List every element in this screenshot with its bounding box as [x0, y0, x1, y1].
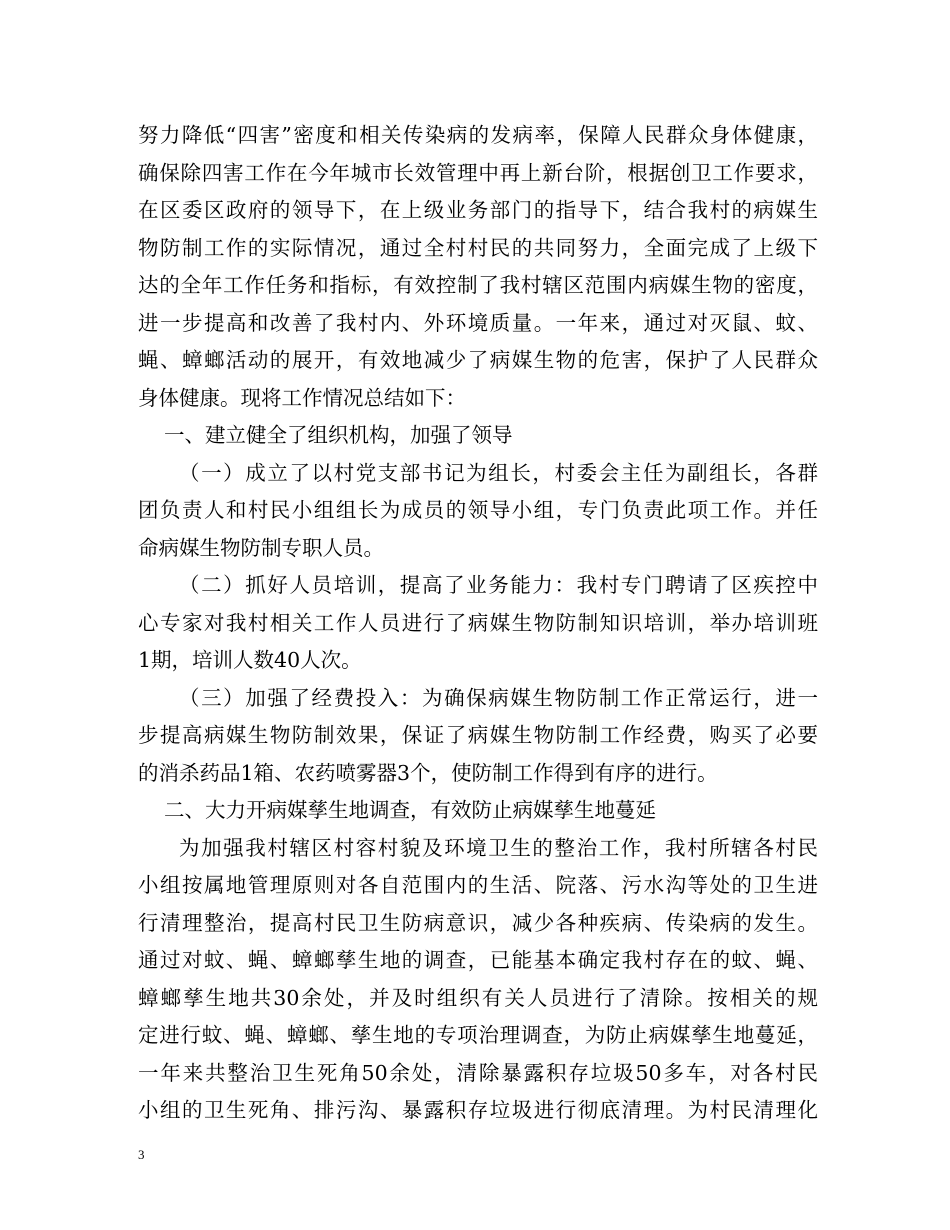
body-line: 身体健康。现将工作情况总结如下：	[138, 385, 466, 410]
body-line: 行清理整治，提高村民卫生防病意识，减少各种疾病、传染病的发生。	[138, 910, 818, 935]
body-line: 进一步提高和改善了我村内、外环境质量。一年来，通过对灭鼠、蚊、	[138, 310, 818, 335]
body-line: 确保除四害工作在今年城市长效管理中再上新台阶，根据创卫工作要求，	[138, 160, 818, 185]
body-line: 小组按属地管理原则对各自范围内的生活、院落、污水沟等处的卫生进	[138, 873, 818, 897]
body-line: 物防制工作的实际情况，通过全村村民的共同努力，全面完成了上级下	[138, 235, 818, 260]
section-heading: 二、大力开病媒孳生地调查，有效防止病媒孳生地蔓延	[164, 798, 656, 822]
document-body	[138, 117, 818, 1130]
body-line: 一年来共整治卫生死角50余处，清除暴露积存垃圾50多车，对各村民	[138, 1060, 818, 1085]
body-line: 团负责人和村民小组组长为成员的领导小组，专门负责此项工作。并任	[138, 498, 818, 522]
body-line: 1期，培训人数40人次。	[138, 648, 362, 672]
body-line: 命病媒生物防制专职人员。	[138, 535, 384, 560]
body-line: （一）成立了以村党支部书记为组长，村委会主任为副组长，各群	[179, 460, 818, 485]
body-line: 蝇、蟑螂活动的展开，有效地减少了病媒生物的危害，保护了人民群众	[138, 348, 818, 372]
section-heading: 一、建立健全了组织机构，加强了领导	[164, 423, 513, 447]
body-line: （二）抓好人员培训，提高了业务能力：我村专门聘请了区疾控中	[179, 573, 818, 597]
body-line: 努力降低“四害”密度和相关传染病的发病率，保障人民群众身体健康，	[138, 123, 818, 147]
body-line: 定进行蚊、蝇、蟑螂、孳生地的专项治理调查，为防止病媒孳生地蔓延，	[138, 1023, 818, 1047]
body-line: 心专家对我村相关工作人员进行了病媒生物防制知识培训，举办培训班	[138, 610, 818, 635]
body-line: 在区委区政府的领导下，在上级业务部门的指导下，结合我村的病媒生	[138, 198, 818, 222]
body-line: 为加强我村辖区村容村貌及环境卫生的整治工作，我村所辖各村民	[179, 835, 818, 860]
body-line: （三）加强了经费投入：为确保病媒生物防制工作正常运行，进一	[179, 685, 818, 710]
body-line: 的消杀药品1箱、农药喷雾器3个，使防制工作得到有序的进行。	[138, 760, 718, 785]
body-line: 步提高病媒生物防制效果，保证了病媒生物防制工作经费，购买了必要	[138, 723, 818, 747]
body-line: 蟑螂孳生地共30余处，并及时组织有关人员进行了清除。按相关的规	[138, 985, 818, 1010]
body-line: 通过对蚊、蝇、蟑螂孳生地的调查，已能基本确定我村存在的蚊、蝇、	[138, 948, 818, 972]
body-line: 小组的卫生死角、排污沟、暴露积存垃圾进行彻底清理。为村民清理化	[138, 1098, 818, 1122]
page-number: 3	[138, 1147, 145, 1162]
body-line: 达的全年工作任务和指标，有效控制了我村辖区范围内病媒生物的密度，	[138, 273, 818, 297]
